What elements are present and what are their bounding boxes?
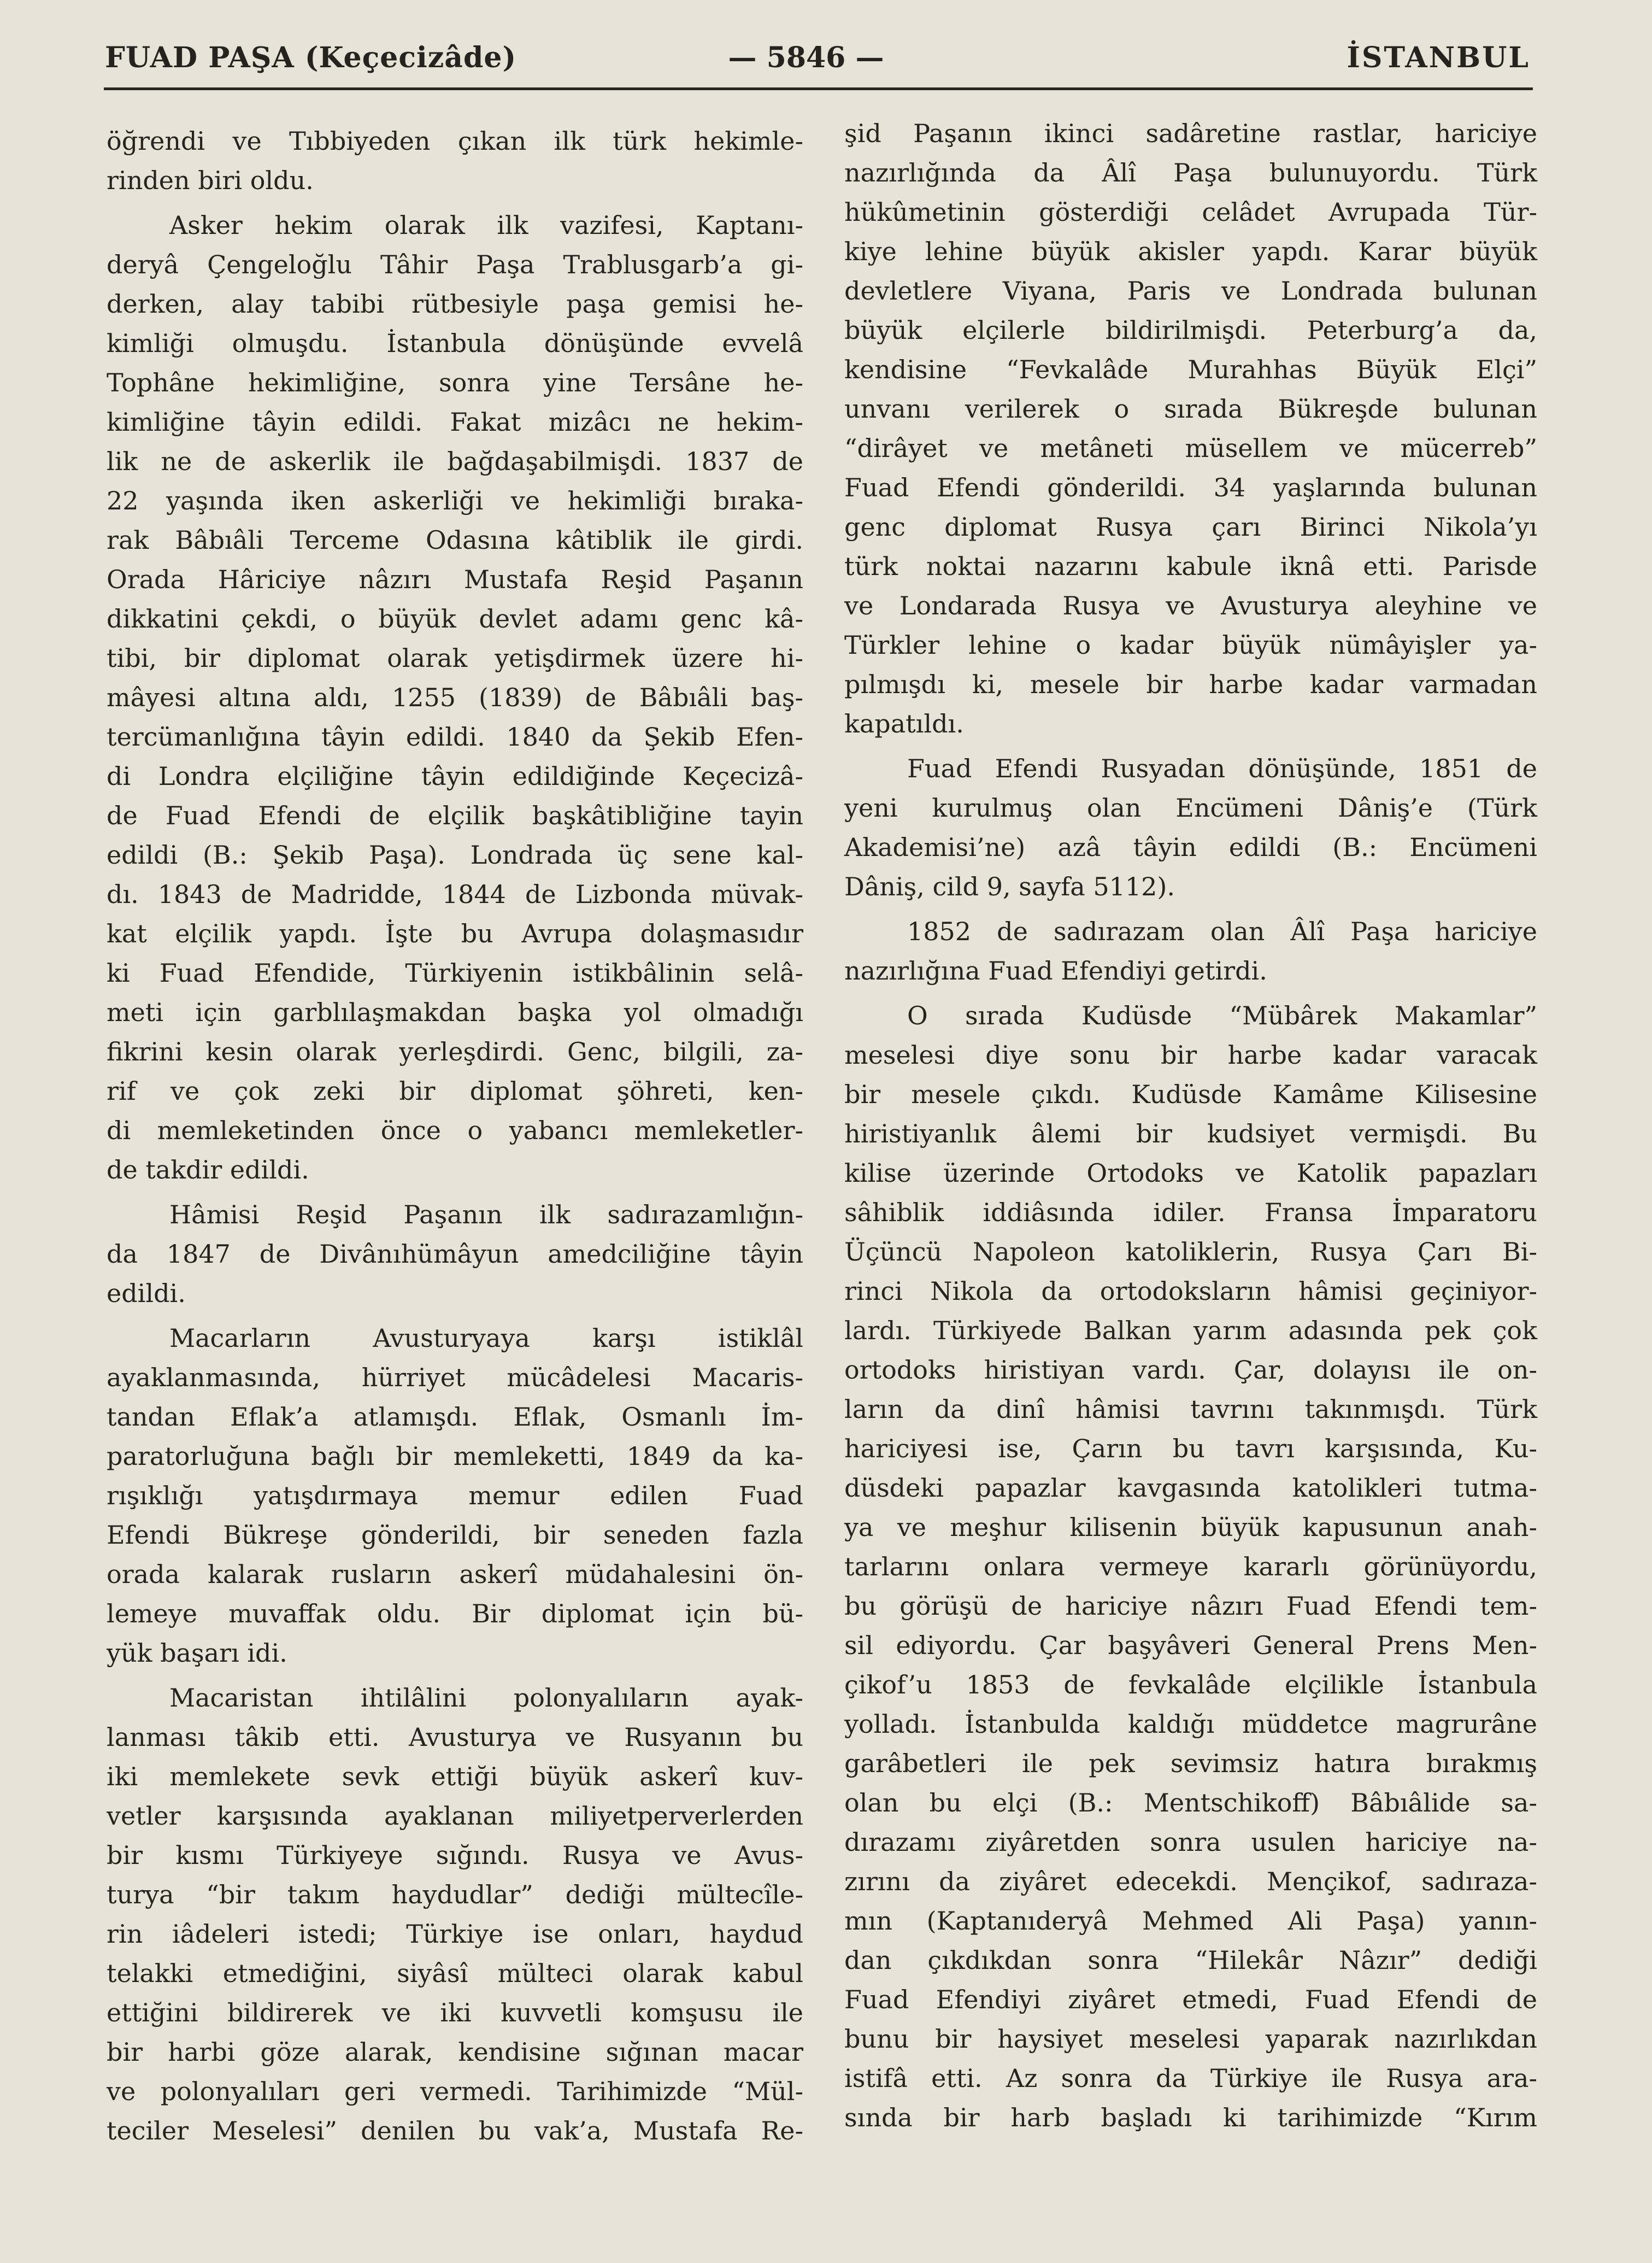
text-line: ya ve meşhur kilisenin büyük kapusunun anah- [844, 1512, 1537, 1542]
text-line: “dirâyet ve metâneti müsellem ve mücerreb” [844, 433, 1537, 463]
text-line: zırını da ziyâret edecekdi. Mençikof, sadıraza- [844, 1867, 1537, 1896]
page-header [105, 33, 1532, 83]
header-rule [104, 87, 1533, 90]
text-line: yük başarı idi. [107, 1638, 287, 1668]
text-line: istifâ etti. Az sonra da Türkiye ile Rusya ara- [844, 2063, 1537, 2093]
paragraph [844, 996, 1537, 2137]
text-line: lemeye muvaffak oldu. Bir diplomat için bü- [107, 1599, 803, 1628]
text-line: ki Fuad Efendide, Türkiyenin istikbâlinin selâ- [107, 958, 803, 988]
text-line: dı. 1843 de Madridde, 1844 de Lizbonda müvak- [107, 880, 803, 909]
text-line: bir kısmı Türkiyeye sığındı. Rusya ve Avus- [107, 1840, 803, 1870]
page-number: — 5846 — [728, 41, 884, 74]
text-line: teciler Meselesi” denilen bu vak’a, Mustafa Re- [107, 2116, 803, 2145]
text-line: 22 yaşında iken askerliği ve hekimliği bıraka- [107, 486, 803, 515]
text-line: kimliğine tâyin edildi. Fakat mizâcı ne hekim- [107, 407, 803, 437]
left-column [107, 121, 803, 2156]
section-title: İSTANBUL [1347, 41, 1530, 74]
paragraph [107, 1318, 803, 1673]
text-line: garâbetleri ile pek sevimsiz hatıra bırakmış [844, 1749, 1537, 1778]
text-line: lanması tâkib etti. Avusturya ve Rusyanın bu [107, 1722, 803, 1752]
text-line: meselesi diye sonu bir harbe kadar varacak [844, 1040, 1537, 1070]
text-line: düsdeki papazlar kavgasında katolikleri tutma- [844, 1473, 1537, 1503]
text-line: çikof’u 1853 de fevkalâde elçilikle İstanbula [844, 1670, 1537, 1699]
text-line: rin iâdeleri istedi; Türkiye ise onları, haydud [107, 1919, 803, 1949]
text-line: devletlere Viyana, Paris ve Londrada bulunan [844, 276, 1537, 306]
text-line: 1852 de sadırazam olan Âlî Paşa hariciye [907, 917, 1537, 946]
paragraph [844, 114, 1537, 743]
text-line: paratorluğuna bağlı bir memleketti, 1849 da ka- [107, 1441, 803, 1471]
text-line: ortodoks hiristiyan vardı. Çar, dolayısı ile on- [844, 1355, 1537, 1385]
text-line: pılmışdı ki, mesele bir harbe kadar varmadan [844, 670, 1537, 699]
text-line: tibi, bir diplomat olarak yetişdirmek üzere hi- [107, 643, 803, 673]
text-line: hükûmetinin gösterdiği celâdet Avrupada Tür- [844, 197, 1537, 227]
text-line: Efendi Bükreşe gönderildi, bir seneden fazla [107, 1520, 803, 1550]
text-line: Macaristan ihtilâlini polonyalıların ayak- [169, 1683, 803, 1713]
text-line: tercümanlığına tâyin edildi. 1840 da Şekib Efen- [107, 722, 803, 752]
text-line: Tophâne hekimliğine, sonra yine Tersâne he- [107, 368, 803, 397]
text-line: Fuad Efendi Rusyadan dönüşünde, 1851 de [907, 754, 1537, 783]
text-line: mâyesi altına aldı, 1255 (1839) de Bâbıâli baş- [107, 683, 803, 712]
text-line: kiye lehine büyük akisler yapdı. Karar büyük [844, 237, 1537, 266]
text-line: Hâmisi Reşid Paşanın ilk sadırazamlığın- [169, 1200, 803, 1229]
text-line: da 1847 de Divânıhümâyun amedciliğine tâyin [107, 1239, 803, 1269]
text-line: kimliği olmuşdu. İstanbula dönüşünde evvelâ [107, 329, 803, 358]
text-line: tandan Eflak’a atlamışdı. Eflak, Osmanlı İm- [107, 1402, 803, 1432]
text-line: mın (Kaptanıderyâ Mehmed Ali Paşa) yanın- [844, 1906, 1537, 1936]
text-line: telakki etmediğini, siyâsî mülteci olarak kabul [107, 1959, 803, 1988]
text-line: olan bu elçi (B.: Mentschikoff) Bâbıâlide sa- [844, 1788, 1537, 1818]
text-line: bunu bir haysiyet meselesi yaparak nazırlıkdan [844, 2024, 1537, 2054]
text-line: deryâ Çengeloğlu Tâhir Paşa Trablusgarb’a gi- [107, 250, 803, 279]
text-line: unvanı verilerek o sırada Bükreşde bulunan [844, 394, 1537, 424]
text-line: Üçüncü Napoleon katoliklerin, Rusya Çarı Bi- [844, 1237, 1537, 1267]
text-line: kendisine “Fevkalâde Murahhas Büyük Elçi” [844, 355, 1537, 384]
text-line: turya “bir takım haydudlar” dediği mültecîle- [107, 1880, 803, 1909]
text-line: edildi. [107, 1279, 186, 1308]
text-line: türk noktai nazarını kabule iknâ etti. Parisde [844, 552, 1537, 581]
text-line: nazırlığına Fuad Efendiyi getirdi. [844, 956, 1267, 986]
text-line: orada kalarak rusların askerî müdahalesini ön- [107, 1560, 803, 1589]
text-line: sâhiblik iddiâsında idiler. Fransa İmparatoru [844, 1198, 1537, 1227]
text-line: Dâniş, cild 9, sayfa 5112). [844, 872, 1175, 901]
text-line: dikkatini çekdi, o büyük devlet adamı genc kâ- [107, 604, 803, 634]
text-line: rak Bâbıâli Terceme Odasına kâtiblik ile girdi. [107, 525, 803, 555]
text-line: bir harbi göze alarak, kendisine sığınan macar [107, 2037, 803, 2067]
text-line: kilise üzerinde Ortodoks ve Katolik papazları [844, 1158, 1537, 1188]
text-line: Türkler lehine o kadar büyük nümâyişler ya- [844, 630, 1537, 660]
text-line: ettiğini bildirerek ve iki kuvvetli komşusu ile [107, 1998, 803, 2027]
text-line: ve polonyalıları geri vermedi. Tarihimizde “Mül- [107, 2077, 803, 2106]
text-line: meti için garblılaşmakdan başka yol olmadığı [107, 998, 803, 1027]
text-line: hiristiyanlık âlemi bir kudsiyet vermişdi. Bu [844, 1119, 1537, 1148]
text-line: rinden biri oldu. [107, 166, 314, 195]
text-line: bu görüşü de hariciye nâzırı Fuad Efendi tem- [844, 1591, 1537, 1621]
text-line: ayaklanmasında, hürriyet mücâdelesi Macaris- [107, 1363, 803, 1392]
text-line: vetler karşısında ayaklanan miliyetperverlerden [107, 1801, 803, 1831]
text-line: yeni kurulmuş olan Encümeni Dâniş’e (Türk [844, 793, 1537, 823]
text-line: ların da dinî hâmisi tavrını takınmışdı. Türk [844, 1394, 1537, 1424]
text-line: Asker hekim olarak ilk vazifesi, Kaptanı- [169, 210, 803, 240]
text-line: dan çıkdıkdan sonra “Hilekâr Nâzır” dediği [844, 1945, 1537, 1975]
text-line: di Londra elçiliğine tâyin edildiğinde Keçecizâ- [107, 761, 803, 791]
text-line: de Fuad Efendi de elçilik başkâtibliğine tayin [107, 801, 803, 830]
text-line: de takdir edildi. [107, 1155, 309, 1185]
text-line: fikrini kesin olarak yerleşdirdi. Genc, bilgili, za- [107, 1037, 803, 1066]
text-line: genc diplomat Rusya çarı Birinci Nikola’yı [844, 512, 1537, 542]
text-line: bir mesele çıkdı. Kudüsde Kamâme Kilisesine [844, 1080, 1537, 1109]
text-line: şid Paşanın ikinci sadâretine rastlar, hariciye [844, 119, 1537, 148]
text-line: iki memlekete sevk ettiği büyük askerî kuv- [107, 1762, 803, 1791]
text-line: edildi (B.: Şekib Paşa). Londrada üç sene kal- [107, 840, 803, 870]
paragraph [107, 206, 803, 1189]
text-line: Akademisi’ne) azâ tâyin edildi (B.: Encümeni [844, 832, 1537, 862]
text-line: O sırada Kudüsde “Mübârek Makamlar” [907, 1001, 1537, 1030]
text-line: kapatıldı. [844, 709, 964, 738]
text-line: büyük elçilerle bildirilmişdi. Peterburg’a da, [844, 315, 1537, 345]
text-line: derken, alay tabibi rütbesiyle paşa gemisi he- [107, 289, 803, 319]
text-line: yolladı. İstanbulda kaldığı müddetce magrurâne [844, 1709, 1537, 1739]
text-line: Fuad Efendi gönderildi. 34 yaşlarında bulunan [844, 473, 1537, 502]
text-line: öğrendi ve Tıbbiyeden çıkan ilk türk hekimle- [107, 126, 803, 156]
text-line: Macarların Avusturyaya karşı istiklâl [169, 1323, 803, 1353]
right-column [844, 114, 1537, 2143]
text-line: Orada Hâriciye nâzırı Mustafa Reşid Paşanın [107, 565, 803, 594]
text-line: Fuad Efendiyi ziyâret etmedi, Fuad Efendi de [844, 1985, 1537, 2014]
text-line: tarlarını onlara vermeye kararlı görünüyordu, [844, 1552, 1537, 1581]
text-line: hariciyesi ise, Çarın bu tavrı karşısında, Ku- [844, 1434, 1537, 1463]
text-line: rışıklığı yatışdırmaya memur edilen Fuad [107, 1481, 803, 1510]
text-line: lardı. Türkiyede Balkan yarım adasında pek çok [844, 1316, 1537, 1345]
paragraph [107, 1195, 803, 1313]
text-line: nazırlığında da Âlî Paşa bulunuyordu. Türk [844, 158, 1537, 187]
paragraph [844, 749, 1537, 906]
text-line: di memleketinden önce o yabancı memleketler- [107, 1116, 803, 1145]
text-line: lik ne de askerlik ile bağdaşabilmişdi. 1837 de [107, 447, 803, 476]
running-title: FUAD PAŞA (Keçecizâde) [105, 41, 517, 74]
text-line: kat elçilik yapdı. İşte bu Avrupa dolaşmasıdır [107, 919, 803, 948]
text-line: dırazamı ziyâretden sonra usulen hariciye na- [844, 1827, 1537, 1857]
paragraph [107, 121, 803, 200]
text-line: sil ediyordu. Çar başyâveri General Prens Men- [844, 1631, 1537, 1660]
text-line: ve Londarada Rusya ve Avusturya aleyhine ve [844, 591, 1537, 620]
text-line: rif ve çok zeki bir diplomat şöhreti, ken- [107, 1076, 803, 1106]
text-line: sında bir harb başladı ki tarihimizde “Kırım [844, 2103, 1537, 2132]
paragraph [844, 912, 1537, 990]
paragraph [107, 1678, 803, 2150]
text-line: rinci Nikola da ortodoksların hâmisi geçiniyor- [844, 1276, 1537, 1306]
